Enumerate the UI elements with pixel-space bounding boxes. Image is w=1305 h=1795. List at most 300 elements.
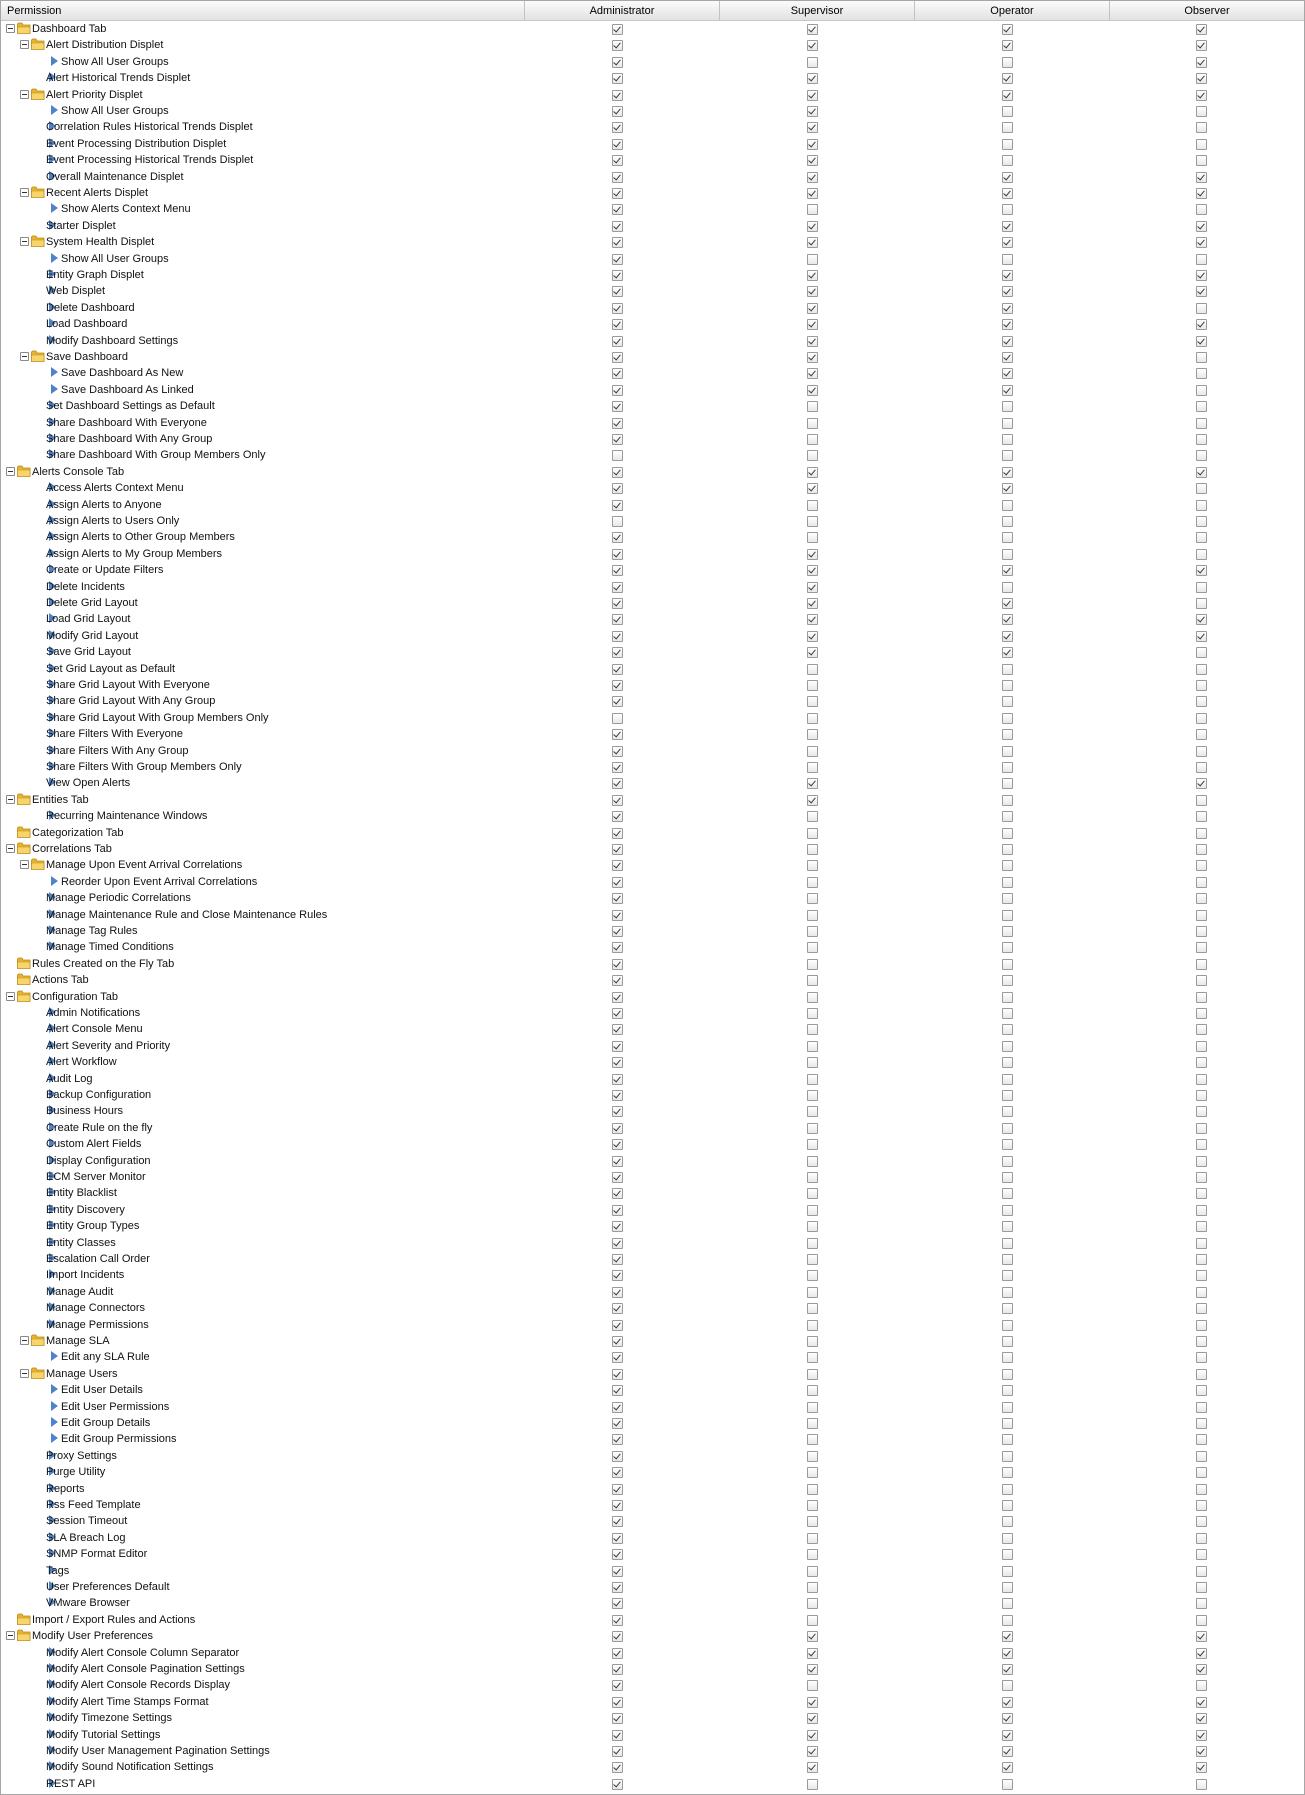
observer-checkbox[interactable] — [1196, 1352, 1207, 1363]
supervisor-checkbox[interactable] — [807, 24, 818, 35]
operator-checkbox[interactable] — [1002, 500, 1013, 511]
administrator-checkbox[interactable] — [612, 1697, 623, 1708]
administrator-checkbox[interactable] — [612, 942, 623, 953]
operator-checkbox[interactable] — [1002, 614, 1013, 625]
observer-checkbox[interactable] — [1196, 303, 1207, 314]
administrator-checkbox[interactable] — [612, 1434, 623, 1445]
permission-row-recurring-maintenance-windows[interactable] — [1, 808, 1304, 824]
permission-row-alerts-console-tab[interactable] — [1, 464, 1304, 480]
permission-row-entities-tab[interactable] — [1, 792, 1304, 808]
permission-row-business-hours[interactable] — [1, 1103, 1304, 1119]
administrator-checkbox[interactable] — [612, 1238, 623, 1249]
observer-checkbox[interactable] — [1196, 1467, 1207, 1478]
administrator-checkbox[interactable] — [612, 614, 623, 625]
operator-checkbox[interactable] — [1002, 532, 1013, 543]
administrator-checkbox[interactable] — [612, 1303, 623, 1314]
administrator-checkbox[interactable] — [612, 762, 623, 773]
observer-checkbox[interactable] — [1196, 1648, 1207, 1659]
administrator-checkbox[interactable] — [612, 926, 623, 937]
operator-checkbox[interactable] — [1002, 1320, 1013, 1331]
supervisor-checkbox[interactable] — [807, 155, 818, 166]
permission-row-assign-alerts-to-my-group-members[interactable] — [1, 546, 1304, 562]
permission-row-edit-any-sla-rule[interactable] — [1, 1349, 1304, 1365]
observer-checkbox[interactable] — [1196, 1500, 1207, 1511]
permission-row-tags[interactable] — [1, 1563, 1304, 1579]
permission-row-display-configuration[interactable] — [1, 1153, 1304, 1169]
supervisor-checkbox[interactable] — [807, 1385, 818, 1396]
operator-checkbox[interactable] — [1002, 1303, 1013, 1314]
administrator-checkbox[interactable] — [612, 73, 623, 84]
operator-checkbox[interactable] — [1002, 582, 1013, 593]
observer-checkbox[interactable] — [1196, 1402, 1207, 1413]
supervisor-checkbox[interactable] — [807, 778, 818, 789]
collapse-toggle-icon[interactable] — [20, 188, 29, 197]
supervisor-checkbox[interactable] — [807, 1615, 818, 1626]
supervisor-checkbox[interactable] — [807, 516, 818, 527]
operator-checkbox[interactable] — [1002, 1746, 1013, 1757]
supervisor-checkbox[interactable] — [807, 204, 818, 215]
administrator-checkbox[interactable] — [612, 582, 623, 593]
administrator-checkbox[interactable] — [612, 1172, 623, 1183]
operator-checkbox[interactable] — [1002, 1024, 1013, 1035]
supervisor-checkbox[interactable] — [807, 746, 818, 757]
observer-checkbox[interactable] — [1196, 188, 1207, 199]
permission-row-purge-utility[interactable] — [1, 1464, 1304, 1480]
administrator-checkbox[interactable] — [612, 1320, 623, 1331]
permission-row-rules-created-on-the-fly-tab[interactable] — [1, 956, 1304, 972]
operator-checkbox[interactable] — [1002, 844, 1013, 855]
permission-row-event-processing-distribution-displet[interactable] — [1, 136, 1304, 152]
administrator-checkbox[interactable] — [612, 565, 623, 576]
permission-row-backup-configuration[interactable] — [1, 1087, 1304, 1103]
observer-checkbox[interactable] — [1196, 1074, 1207, 1085]
operator-checkbox[interactable] — [1002, 1402, 1013, 1413]
operator-checkbox[interactable] — [1002, 1664, 1013, 1675]
column-header-permission[interactable]: Permission — [1, 1, 525, 20]
permission-row-load-grid-layout[interactable] — [1, 611, 1304, 627]
observer-checkbox[interactable] — [1196, 877, 1207, 888]
operator-checkbox[interactable] — [1002, 40, 1013, 51]
observer-checkbox[interactable] — [1196, 532, 1207, 543]
supervisor-checkbox[interactable] — [807, 631, 818, 642]
operator-checkbox[interactable] — [1002, 893, 1013, 904]
observer-checkbox[interactable] — [1196, 1434, 1207, 1445]
supervisor-checkbox[interactable] — [807, 221, 818, 232]
administrator-checkbox[interactable] — [612, 221, 623, 232]
observer-checkbox[interactable] — [1196, 893, 1207, 904]
supervisor-checkbox[interactable] — [807, 1664, 818, 1675]
supervisor-checkbox[interactable] — [807, 1418, 818, 1429]
observer-checkbox[interactable] — [1196, 860, 1207, 871]
administrator-checkbox[interactable] — [612, 1533, 623, 1544]
supervisor-checkbox[interactable] — [807, 1516, 818, 1527]
operator-checkbox[interactable] — [1002, 1123, 1013, 1134]
observer-checkbox[interactable] — [1196, 713, 1207, 724]
administrator-checkbox[interactable] — [612, 270, 623, 281]
operator-checkbox[interactable] — [1002, 1156, 1013, 1167]
permission-row-user-preferences-default[interactable] — [1, 1579, 1304, 1595]
operator-checkbox[interactable] — [1002, 1221, 1013, 1232]
supervisor-checkbox[interactable] — [807, 811, 818, 822]
supervisor-checkbox[interactable] — [807, 270, 818, 281]
permission-row-snmp-format-editor[interactable] — [1, 1546, 1304, 1562]
permission-row-edit-user-details[interactable] — [1, 1382, 1304, 1398]
permission-row-correlations-tab[interactable] — [1, 841, 1304, 857]
supervisor-checkbox[interactable] — [807, 418, 818, 429]
operator-checkbox[interactable] — [1002, 1434, 1013, 1445]
supervisor-checkbox[interactable] — [807, 1221, 818, 1232]
permission-row-share-filters-with-group-members-only[interactable] — [1, 759, 1304, 775]
administrator-checkbox[interactable] — [612, 1287, 623, 1298]
observer-checkbox[interactable] — [1196, 565, 1207, 576]
observer-checkbox[interactable] — [1196, 631, 1207, 642]
observer-checkbox[interactable] — [1196, 1041, 1207, 1052]
permission-row-alert-distribution-displet[interactable] — [1, 37, 1304, 53]
observer-checkbox[interactable] — [1196, 1516, 1207, 1527]
administrator-checkbox[interactable] — [612, 1156, 623, 1167]
observer-checkbox[interactable] — [1196, 237, 1207, 248]
operator-checkbox[interactable] — [1002, 1385, 1013, 1396]
observer-checkbox[interactable] — [1196, 975, 1207, 986]
permission-row-modify-sound-notification-settings[interactable] — [1, 1759, 1304, 1775]
operator-checkbox[interactable] — [1002, 696, 1013, 707]
supervisor-checkbox[interactable] — [807, 450, 818, 461]
column-header-observer[interactable]: Observer — [1184, 5, 1230, 17]
permission-row-edit-user-permissions[interactable] — [1, 1399, 1304, 1415]
permission-row-show-alerts-context-menu[interactable] — [1, 201, 1304, 217]
administrator-checkbox[interactable] — [612, 1631, 623, 1642]
administrator-checkbox[interactable] — [612, 500, 623, 511]
operator-checkbox[interactable] — [1002, 926, 1013, 937]
administrator-checkbox[interactable] — [612, 1779, 623, 1790]
supervisor-checkbox[interactable] — [807, 237, 818, 248]
observer-checkbox[interactable] — [1196, 910, 1207, 921]
permission-row-alert-console-menu[interactable] — [1, 1021, 1304, 1037]
operator-checkbox[interactable] — [1002, 24, 1013, 35]
operator-checkbox[interactable] — [1002, 1730, 1013, 1741]
permission-row-manage-sla[interactable] — [1, 1333, 1304, 1349]
administrator-checkbox[interactable] — [612, 1500, 623, 1511]
permission-row-import-export-rules-and-actions[interactable] — [1, 1612, 1304, 1628]
permission-row-assign-alerts-to-other-group-members[interactable] — [1, 529, 1304, 545]
supervisor-checkbox[interactable] — [807, 172, 818, 183]
observer-checkbox[interactable] — [1196, 1582, 1207, 1593]
permission-row-save-grid-layout[interactable] — [1, 644, 1304, 660]
observer-checkbox[interactable] — [1196, 1024, 1207, 1035]
collapse-toggle-icon[interactable] — [6, 24, 15, 33]
operator-checkbox[interactable] — [1002, 1566, 1013, 1577]
supervisor-checkbox[interactable] — [807, 992, 818, 1003]
operator-checkbox[interactable] — [1002, 1352, 1013, 1363]
supervisor-checkbox[interactable] — [807, 614, 818, 625]
collapse-toggle-icon[interactable] — [20, 40, 29, 49]
permission-row-proxy-settings[interactable] — [1, 1448, 1304, 1464]
observer-checkbox[interactable] — [1196, 1156, 1207, 1167]
supervisor-checkbox[interactable] — [807, 532, 818, 543]
supervisor-checkbox[interactable] — [807, 647, 818, 658]
observer-checkbox[interactable] — [1196, 418, 1207, 429]
supervisor-checkbox[interactable] — [807, 1730, 818, 1741]
observer-checkbox[interactable] — [1196, 1418, 1207, 1429]
administrator-checkbox[interactable] — [612, 467, 623, 478]
supervisor-checkbox[interactable] — [807, 1090, 818, 1101]
observer-checkbox[interactable] — [1196, 1369, 1207, 1380]
administrator-checkbox[interactable] — [612, 303, 623, 314]
permission-row-modify-alert-console-column-separator[interactable] — [1, 1645, 1304, 1661]
operator-checkbox[interactable] — [1002, 516, 1013, 527]
permission-row-share-dashboard-with-group-members-only[interactable] — [1, 447, 1304, 463]
observer-checkbox[interactable] — [1196, 1139, 1207, 1150]
administrator-checkbox[interactable] — [612, 696, 623, 707]
supervisor-checkbox[interactable] — [807, 500, 818, 511]
administrator-checkbox[interactable] — [612, 1270, 623, 1281]
collapse-toggle-icon[interactable] — [20, 352, 29, 361]
observer-checkbox[interactable] — [1196, 746, 1207, 757]
administrator-checkbox[interactable] — [612, 385, 623, 396]
observer-checkbox[interactable] — [1196, 1730, 1207, 1741]
permission-row-actions-tab[interactable] — [1, 972, 1304, 988]
administrator-checkbox[interactable] — [612, 811, 623, 822]
operator-checkbox[interactable] — [1002, 467, 1013, 478]
permission-row-manage-connectors[interactable] — [1, 1300, 1304, 1316]
administrator-checkbox[interactable] — [612, 122, 623, 133]
operator-checkbox[interactable] — [1002, 647, 1013, 658]
permission-row-manage-users[interactable] — [1, 1366, 1304, 1382]
collapse-toggle-icon[interactable] — [20, 90, 29, 99]
permission-row-modify-user-management-pagination-settings[interactable] — [1, 1743, 1304, 1759]
permission-row-manage-permissions[interactable] — [1, 1317, 1304, 1333]
permission-row-starter-displet[interactable] — [1, 218, 1304, 234]
collapse-toggle-icon[interactable] — [6, 1631, 15, 1640]
supervisor-checkbox[interactable] — [807, 286, 818, 297]
supervisor-checkbox[interactable] — [807, 483, 818, 494]
administrator-checkbox[interactable] — [612, 1123, 623, 1134]
supervisor-checkbox[interactable] — [807, 582, 818, 593]
supervisor-checkbox[interactable] — [807, 1336, 818, 1347]
permission-row-share-grid-layout-with-everyone[interactable] — [1, 677, 1304, 693]
permission-row-modify-alert-console-pagination-settings[interactable] — [1, 1661, 1304, 1677]
observer-checkbox[interactable] — [1196, 1320, 1207, 1331]
observer-checkbox[interactable] — [1196, 1205, 1207, 1216]
observer-checkbox[interactable] — [1196, 828, 1207, 839]
observer-checkbox[interactable] — [1196, 286, 1207, 297]
administrator-checkbox[interactable] — [612, 172, 623, 183]
administrator-checkbox[interactable] — [612, 1041, 623, 1052]
permission-row-access-alerts-context-menu[interactable] — [1, 480, 1304, 496]
supervisor-checkbox[interactable] — [807, 565, 818, 576]
permission-row-load-dashboard[interactable] — [1, 316, 1304, 332]
supervisor-checkbox[interactable] — [807, 352, 818, 363]
observer-checkbox[interactable] — [1196, 664, 1207, 675]
administrator-checkbox[interactable] — [612, 1106, 623, 1117]
administrator-checkbox[interactable] — [612, 647, 623, 658]
administrator-checkbox[interactable] — [612, 893, 623, 904]
operator-checkbox[interactable] — [1002, 204, 1013, 215]
operator-checkbox[interactable] — [1002, 975, 1013, 986]
operator-checkbox[interactable] — [1002, 1057, 1013, 1068]
observer-checkbox[interactable] — [1196, 1680, 1207, 1691]
collapse-toggle-icon[interactable] — [6, 844, 15, 853]
operator-checkbox[interactable] — [1002, 1648, 1013, 1659]
administrator-checkbox[interactable] — [612, 1648, 623, 1659]
operator-checkbox[interactable] — [1002, 1188, 1013, 1199]
administrator-checkbox[interactable] — [612, 418, 623, 429]
administrator-checkbox[interactable] — [612, 1352, 623, 1363]
operator-checkbox[interactable] — [1002, 549, 1013, 560]
supervisor-checkbox[interactable] — [807, 1467, 818, 1478]
supervisor-checkbox[interactable] — [807, 910, 818, 921]
permission-row-save-dashboard-as-new[interactable] — [1, 365, 1304, 381]
operator-checkbox[interactable] — [1002, 1287, 1013, 1298]
administrator-checkbox[interactable] — [612, 746, 623, 757]
operator-checkbox[interactable] — [1002, 352, 1013, 363]
operator-checkbox[interactable] — [1002, 237, 1013, 248]
collapse-toggle-icon[interactable] — [6, 992, 15, 1001]
administrator-checkbox[interactable] — [612, 1680, 623, 1691]
permission-row-ecm-server-monitor[interactable] — [1, 1169, 1304, 1185]
observer-checkbox[interactable] — [1196, 992, 1207, 1003]
operator-checkbox[interactable] — [1002, 450, 1013, 461]
observer-checkbox[interactable] — [1196, 1123, 1207, 1134]
administrator-checkbox[interactable] — [612, 106, 623, 117]
supervisor-checkbox[interactable] — [807, 1598, 818, 1609]
supervisor-checkbox[interactable] — [807, 1123, 818, 1134]
operator-checkbox[interactable] — [1002, 860, 1013, 871]
operator-checkbox[interactable] — [1002, 746, 1013, 757]
administrator-checkbox[interactable] — [612, 1402, 623, 1413]
permission-row-alert-priority-displet[interactable] — [1, 87, 1304, 103]
administrator-checkbox[interactable] — [612, 975, 623, 986]
administrator-checkbox[interactable] — [612, 139, 623, 150]
administrator-checkbox[interactable] — [612, 1598, 623, 1609]
administrator-checkbox[interactable] — [612, 549, 623, 560]
observer-checkbox[interactable] — [1196, 368, 1207, 379]
observer-checkbox[interactable] — [1196, 500, 1207, 511]
administrator-checkbox[interactable] — [612, 1467, 623, 1478]
observer-checkbox[interactable] — [1196, 959, 1207, 970]
observer-checkbox[interactable] — [1196, 1631, 1207, 1642]
administrator-checkbox[interactable] — [612, 1385, 623, 1396]
supervisor-checkbox[interactable] — [807, 1008, 818, 1019]
administrator-checkbox[interactable] — [612, 204, 623, 215]
operator-checkbox[interactable] — [1002, 401, 1013, 412]
permission-row-web-displet[interactable] — [1, 283, 1304, 299]
operator-checkbox[interactable] — [1002, 680, 1013, 691]
supervisor-checkbox[interactable] — [807, 1713, 818, 1724]
collapse-toggle-icon[interactable] — [20, 1369, 29, 1378]
operator-checkbox[interactable] — [1002, 1336, 1013, 1347]
permission-row-correlation-rules-historical-trends-displet[interactable] — [1, 119, 1304, 135]
supervisor-checkbox[interactable] — [807, 106, 818, 117]
operator-checkbox[interactable] — [1002, 664, 1013, 675]
operator-checkbox[interactable] — [1002, 1451, 1013, 1462]
observer-checkbox[interactable] — [1196, 385, 1207, 396]
permission-row-modify-timezone-settings[interactable] — [1, 1710, 1304, 1726]
observer-checkbox[interactable] — [1196, 1270, 1207, 1281]
supervisor-checkbox[interactable] — [807, 1041, 818, 1052]
observer-checkbox[interactable] — [1196, 1090, 1207, 1101]
observer-checkbox[interactable] — [1196, 1238, 1207, 1249]
operator-checkbox[interactable] — [1002, 1106, 1013, 1117]
observer-checkbox[interactable] — [1196, 204, 1207, 215]
observer-checkbox[interactable] — [1196, 221, 1207, 232]
administrator-checkbox[interactable] — [612, 1090, 623, 1101]
supervisor-checkbox[interactable] — [807, 680, 818, 691]
supervisor-checkbox[interactable] — [807, 713, 818, 724]
supervisor-checkbox[interactable] — [807, 1369, 818, 1380]
permission-row-entity-discovery[interactable] — [1, 1202, 1304, 1218]
permission-row-event-processing-historical-trends-displet[interactable] — [1, 152, 1304, 168]
administrator-checkbox[interactable] — [612, 483, 623, 494]
observer-checkbox[interactable] — [1196, 450, 1207, 461]
operator-checkbox[interactable] — [1002, 959, 1013, 970]
permission-row-set-dashboard-settings-as-default[interactable] — [1, 398, 1304, 414]
permission-row-admin-notifications[interactable] — [1, 1005, 1304, 1021]
administrator-checkbox[interactable] — [612, 237, 623, 248]
column-header-operator[interactable]: Operator — [915, 1, 1110, 20]
supervisor-checkbox[interactable] — [807, 1320, 818, 1331]
operator-checkbox[interactable] — [1002, 795, 1013, 806]
administrator-checkbox[interactable] — [612, 778, 623, 789]
administrator-checkbox[interactable] — [612, 1713, 623, 1724]
observer-checkbox[interactable] — [1196, 254, 1207, 265]
administrator-checkbox[interactable] — [612, 352, 623, 363]
observer-checkbox[interactable] — [1196, 336, 1207, 347]
observer-checkbox[interactable] — [1196, 122, 1207, 133]
supervisor-checkbox[interactable] — [807, 877, 818, 888]
permission-row-modify-user-preferences[interactable] — [1, 1628, 1304, 1644]
observer-checkbox[interactable] — [1196, 1615, 1207, 1626]
operator-checkbox[interactable] — [1002, 90, 1013, 101]
supervisor-checkbox[interactable] — [807, 1303, 818, 1314]
administrator-checkbox[interactable] — [612, 1369, 623, 1380]
permission-row-alert-severity-and-priority[interactable] — [1, 1038, 1304, 1054]
permission-row-modify-dashboard-settings[interactable] — [1, 333, 1304, 349]
supervisor-checkbox[interactable] — [807, 1680, 818, 1691]
supervisor-checkbox[interactable] — [807, 1434, 818, 1445]
permission-row-assign-alerts-to-anyone[interactable] — [1, 497, 1304, 513]
permission-row-modify-alert-time-stamps-format[interactable] — [1, 1694, 1304, 1710]
permission-row-manage-periodic-correlations[interactable] — [1, 890, 1304, 906]
observer-checkbox[interactable] — [1196, 1057, 1207, 1068]
supervisor-checkbox[interactable] — [807, 1106, 818, 1117]
administrator-checkbox[interactable] — [612, 713, 623, 724]
operator-checkbox[interactable] — [1002, 1205, 1013, 1216]
permission-row-vmware-browser[interactable] — [1, 1595, 1304, 1611]
permission-row-entity-group-types[interactable] — [1, 1218, 1304, 1234]
administrator-checkbox[interactable] — [612, 664, 623, 675]
permission-row-edit-group-permissions[interactable] — [1, 1431, 1304, 1447]
administrator-checkbox[interactable] — [612, 860, 623, 871]
operator-checkbox[interactable] — [1002, 1008, 1013, 1019]
permission-row-manage-maintenance-rule-and-close-maintenance-rules[interactable] — [1, 907, 1304, 923]
supervisor-checkbox[interactable] — [807, 1074, 818, 1085]
operator-checkbox[interactable] — [1002, 434, 1013, 445]
operator-checkbox[interactable] — [1002, 368, 1013, 379]
operator-checkbox[interactable] — [1002, 1713, 1013, 1724]
observer-checkbox[interactable] — [1196, 1221, 1207, 1232]
permission-row-overall-maintenance-displet[interactable] — [1, 169, 1304, 185]
supervisor-checkbox[interactable] — [807, 1484, 818, 1495]
administrator-checkbox[interactable] — [612, 1451, 623, 1462]
administrator-checkbox[interactable] — [612, 795, 623, 806]
observer-checkbox[interactable] — [1196, 598, 1207, 609]
permission-row-share-filters-with-everyone[interactable] — [1, 726, 1304, 742]
permission-row-import-incidents[interactable] — [1, 1267, 1304, 1283]
permission-row-rss-feed-template[interactable] — [1, 1497, 1304, 1513]
permission-row-show-all-user-groups[interactable] — [1, 103, 1304, 119]
permission-row-set-grid-layout-as-default[interactable] — [1, 661, 1304, 677]
